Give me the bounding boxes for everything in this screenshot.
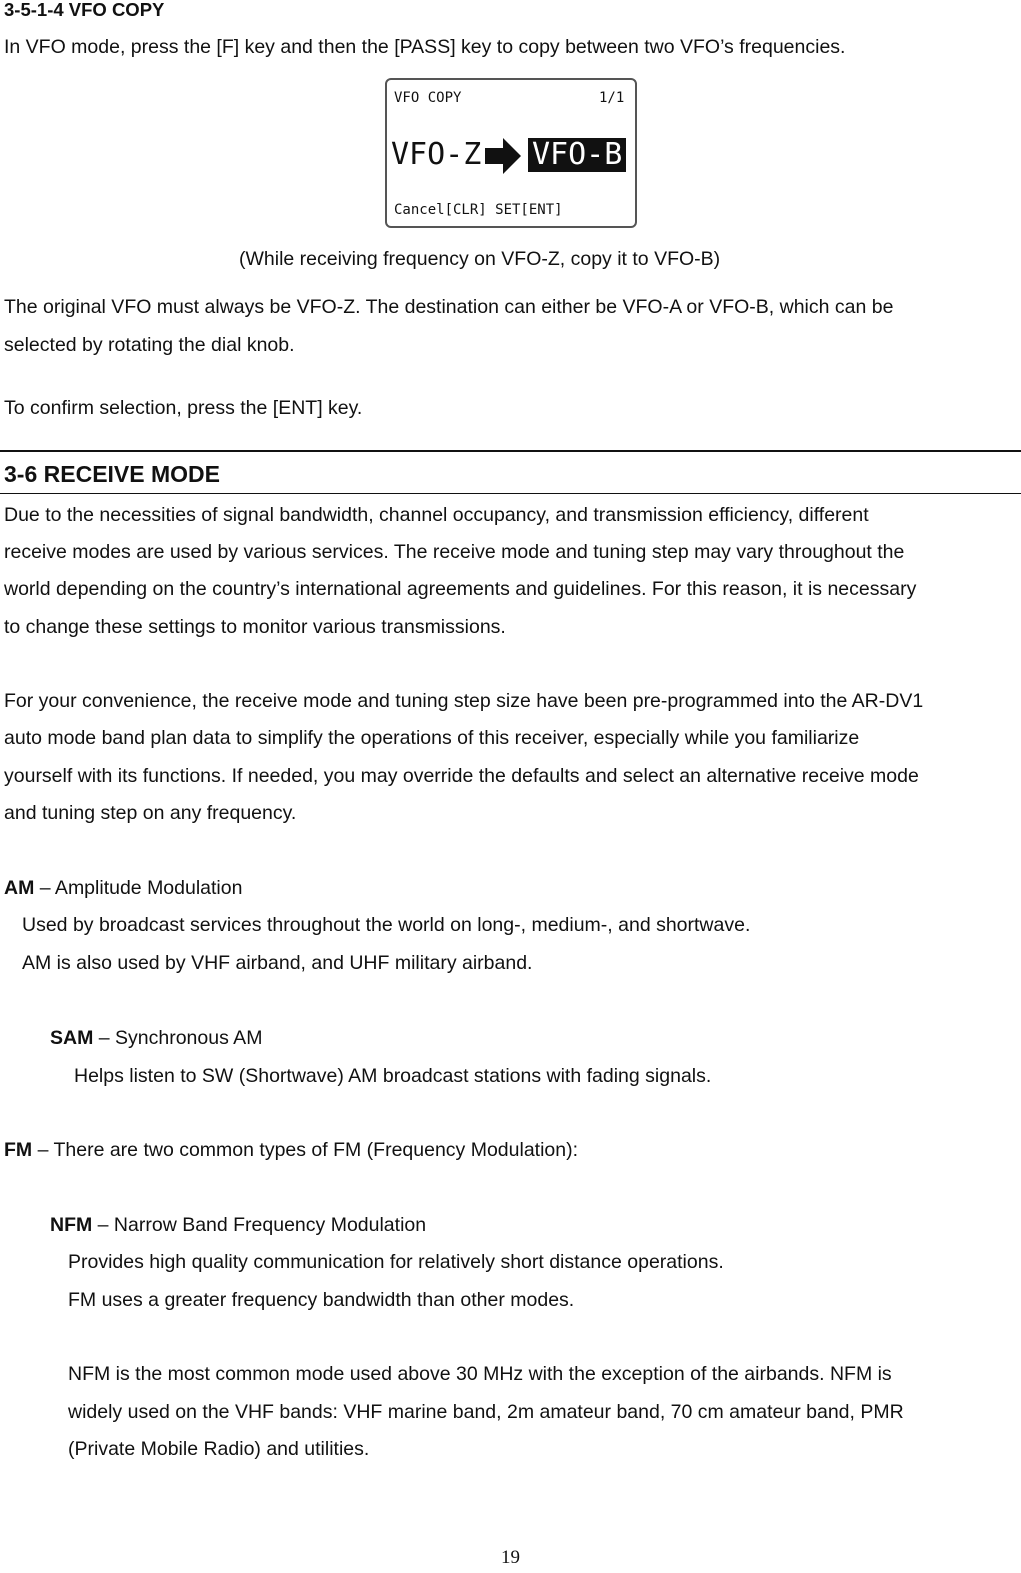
sam-line: Helps listen to SW (Shortwave) AM broadcast stations with fading signals. [74, 1065, 712, 1087]
paragraph-line: auto mode band plan data to simplify the operations of this receiver, especially while you familiarize [4, 727, 860, 749]
am-line: Used by broadcast services throughout the world on long-, medium-, and shortwave. [22, 914, 751, 936]
figure-caption: (While receiving frequency on VFO-Z, copy it to VFO-B) [239, 248, 721, 270]
am-desc: – Amplitude Modulation [34, 877, 243, 899]
lcd-screen [385, 78, 637, 228]
paragraph-line: to change these settings to monitor various transmissions. [4, 616, 506, 638]
nfm-term: NFM [50, 1214, 93, 1236]
fm-heading [4, 1138, 578, 1162]
vfo-para-line-2: selected by rotating the dial knob. [4, 334, 295, 356]
am-heading [4, 876, 242, 900]
lcd-page-indicator: 1/1 [599, 90, 625, 106]
paragraph-line: receive modes are used by various services. The receive mode and tuning step may vary throughout the [4, 541, 905, 563]
lcd-title: VFO COPY [394, 90, 462, 106]
lcd-footer: Cancel[CLR] SET[ENT] [394, 202, 563, 218]
section-heading-receive-mode: 3-6 RECEIVE MODE [4, 461, 220, 487]
fm-term: FM [4, 1139, 33, 1161]
paragraph-line: and tuning step on any frequency. [4, 802, 297, 824]
section-rule-top [0, 450, 1021, 452]
am-term: AM [4, 877, 35, 899]
nfm-desc: – Narrow Band Frequency Modulation [92, 1214, 427, 1236]
arrow-right-icon [483, 136, 523, 176]
paragraph-line: Due to the necessities of signal bandwidth, channel occupancy, and transmission efficiency, different [4, 504, 869, 526]
lcd-destination-vfo: VFO-B [528, 138, 626, 172]
fm-desc: – There are two common types of FM (Frequency Modulation): [32, 1139, 579, 1161]
section-heading-vfo-copy: 3-5-1-4 VFO COPY [4, 0, 165, 20]
vfo-para-line-1: The original VFO must always be VFO-Z. The destination can either be VFO-A or VFO-B, which can be [4, 296, 894, 318]
sam-desc: – Synchronous AM [93, 1027, 263, 1049]
nfm-para-line: NFM is the most common mode used above 30 MHz with the exception of the airbands. NFM is [68, 1363, 892, 1385]
nfm-heading [50, 1213, 426, 1237]
sam-term: SAM [50, 1027, 94, 1049]
nfm-line: FM uses a greater frequency bandwidth than other modes. [68, 1289, 575, 1311]
paragraph-line: yourself with its functions. If needed, you may override the defaults and select an alternative receive mode [4, 765, 919, 787]
lcd-source-vfo: VFO-Z [391, 137, 482, 172]
paragraph-line: For your convenience, the receive mode and tuning step size have been pre-programmed into the AR-DV1 [4, 690, 924, 712]
sam-heading [50, 1026, 262, 1050]
nfm-para-line: (Private Mobile Radio) and utilities. [68, 1438, 370, 1460]
am-line: AM is also used by VHF airband, and UHF military airband. [22, 952, 533, 974]
paragraph-line: world depending on the country’s international agreements and guidelines. For this reason, it is necessary [4, 578, 917, 600]
nfm-line: Provides high quality communication for relatively short distance operations. [68, 1251, 724, 1273]
nfm-para-line: widely used on the VHF bands: VHF marine band, 2m amateur band, 70 cm amateur band, PMR [68, 1401, 904, 1423]
section-rule-bottom [0, 493, 1021, 494]
page-number: 19 [501, 1547, 520, 1568]
vfo-confirm-text: To confirm selection, press the [ENT] key. [4, 397, 363, 419]
vfo-copy-intro: In VFO mode, press the [F] key and then the [PASS] key to copy between two VFO’s frequencies. [4, 36, 846, 58]
